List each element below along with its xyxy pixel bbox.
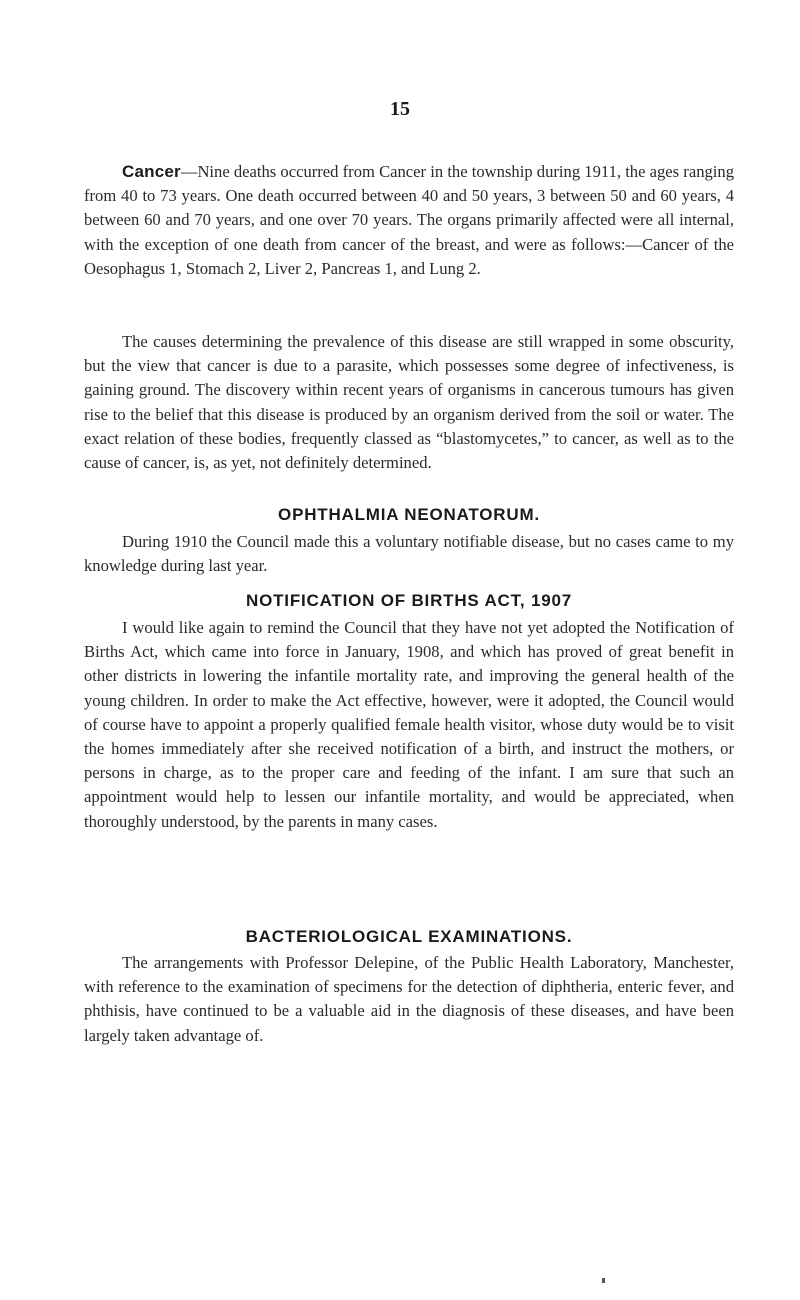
page-number: 15 [390,98,410,120]
bacteriological-section [84,951,734,1048]
cancer-section [84,160,734,281]
notification-heading-block [84,589,734,613]
ophthalmia-paragraph: During 1910 the Council made this a voluntary notifiable disease, but no cases came to my knowledge during last year. [84,532,734,576]
print-speck [602,1278,605,1283]
cancer-paragraph [84,160,734,281]
cancer-causes-paragraph: The causes determining the prevalence of this disease are still wrapped in some obscurity, but the view that cancer is due to a parasite, which possesses some degree of infectiveness, is gaining ground. The discovery within recent years of organisms in cancerous tumours has given rise to the belief that this disease is produced by an organism derived from the soil or water. The exact relation of these bodies, frequently classed as “blastomycetes,” to cancer, as well as to the cause of cancer, is, as yet, not definitely determined. [84,332,734,473]
cancer-paragraph-text: —Nine deaths occurred from Cancer in the township during 1911, the ages ranging from 40 to 73 years. One death occurred between 40 and 50 years, 3 between 50 and 60 years, 4 between 60 and 70 years, and one over 70 years. The organs primarily affected were all internal, with the exception of one death from cancer of the breast, and were as follows:—Cancer of the Oesophagus 1, Stomach 2, Liver 2, Pancreas 1, and Lung 2. [84,162,734,278]
notification-paragraph: I would like again to remind the Council that they have not yet adopted the Notification of Births Act, which came into force in January, 1908, and which has proved of great benefit in other districts in lowering the infantile mortality rate, and improving the general health of the young children. In order to make the Act effective, however, were it adopted, the Council would of course have to appoint a properly qualified female health visitor, whose duty would be to visit the homes immediately after she received notification of a birth, and instruct the mothers, or persons in charge, as to the proper care and feeding of the infant. I am sure that such an appointment would help to lessen our infantile mortality, and would be appreciated, when thoroughly understood, by the parents in many cases. [84,618,734,831]
ophthalmia-heading-block [84,503,734,527]
ophthalmia-heading: OPHTHALMIA NEONATORUM. [278,505,540,524]
ophthalmia-section [84,530,734,578]
bacteriological-heading: BACTERIOLOGICAL EXAMINATIONS. [245,927,573,946]
cancer-causes-section [84,330,734,475]
notification-heading: NOTIFICATION OF BIRTHS ACT, 1907 [246,591,572,610]
notification-section [84,616,734,834]
cancer-run-in-title: Cancer [122,162,181,181]
bacteriological-paragraph: The arrangements with Professor Delepine, of the Public Health Laboratory, Manchester, with reference to the examination of specimens for the detection of diphtheria, enteric fever, and phthisis, have continued to be a valuable aid in the diagnosis of these diseases, and have been largely taken advantage of. [84,953,734,1045]
bacteriological-heading-block [84,925,734,949]
